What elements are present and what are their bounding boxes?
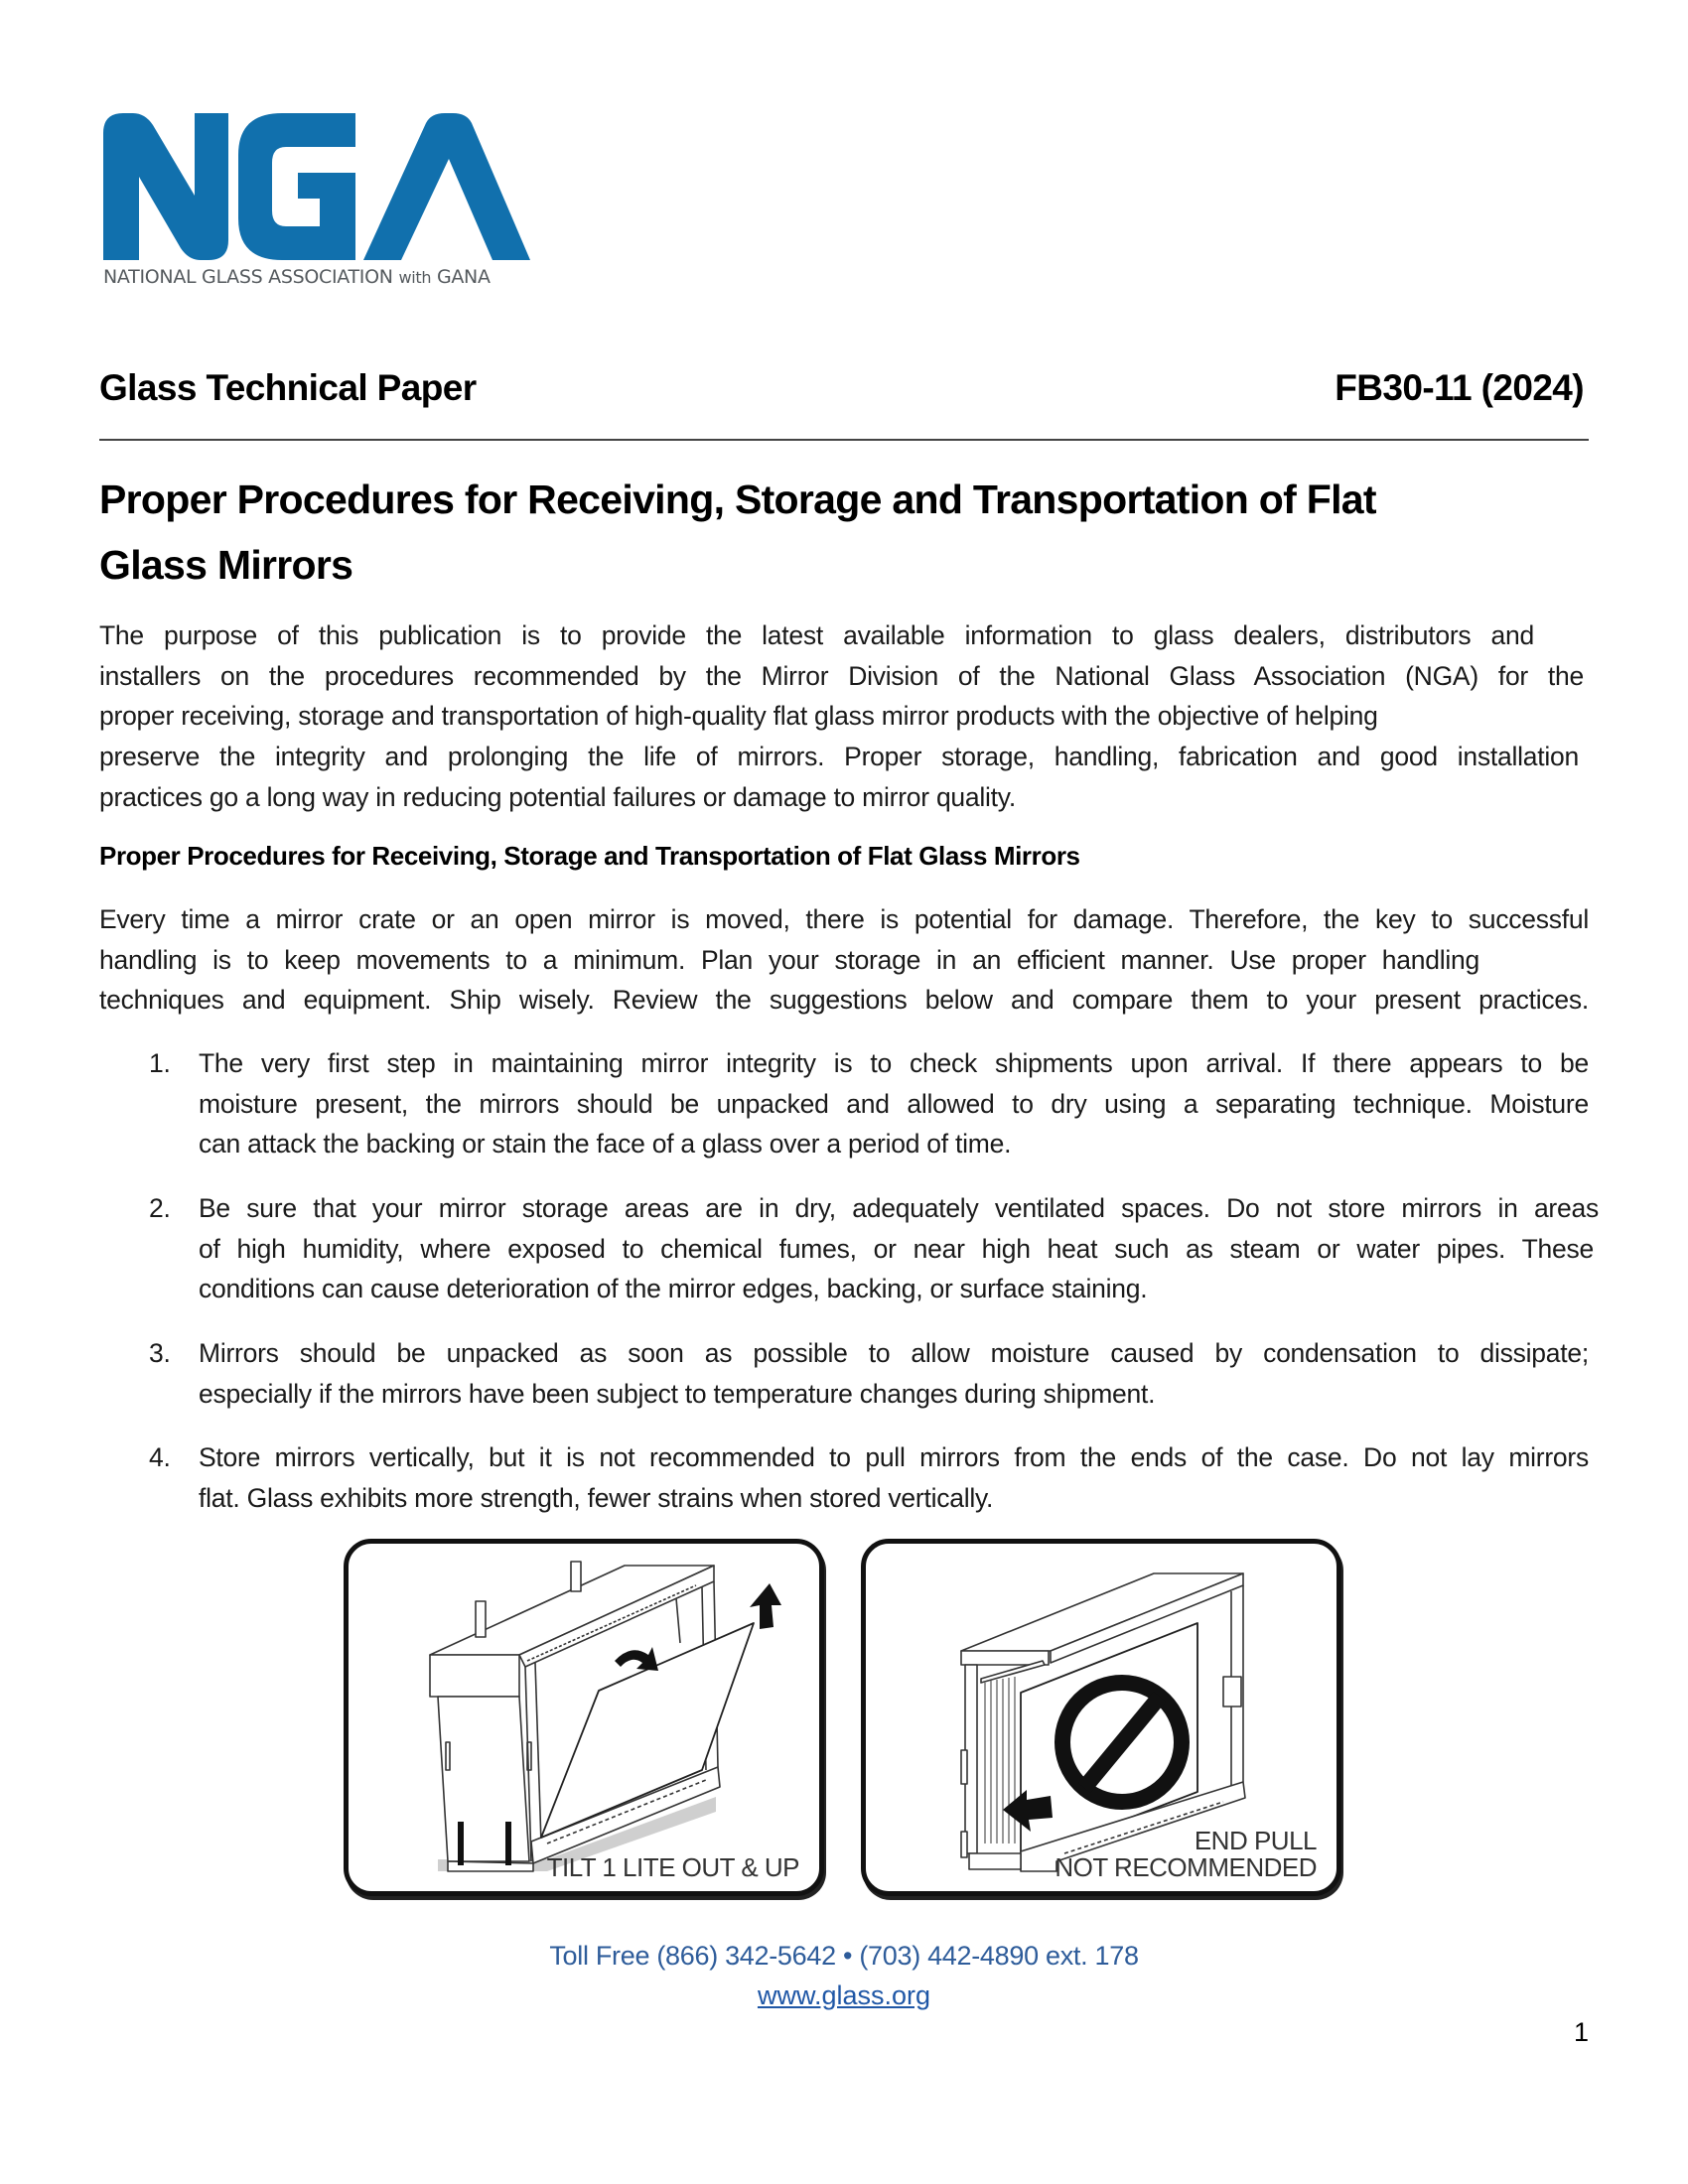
list-item-line: Mirrors should be unpacked as soon as possible to allow moisture caused by condensation to dissipate; — [199, 1338, 1589, 1368]
list-item-text — [199, 1333, 1589, 1414]
section-paragraph-line: Every time a mirror crate or an open mirror is moved, there is potential for damage. Therefore, the key to successful — [99, 904, 1589, 934]
list-item-line: of high humidity, where exposed to chemical fumes, or near high heat such as steam or water pipes. These — [199, 1233, 1594, 1264]
section-paragraph-line: handling is to keep movements to a minimum. Plan your storage in an efficient manner. Use proper handling — [99, 944, 1479, 975]
crate-tilt-out-illustration-icon — [349, 1544, 819, 1891]
figure-caption-line: END PULL — [1194, 1826, 1317, 1855]
page-number: 1 — [1573, 2017, 1589, 2047]
logo-subtitle-with: with — [398, 268, 432, 287]
list-item-text — [199, 1043, 1589, 1164]
logo-letter-a — [363, 113, 530, 260]
figure-tilt-lite-out — [344, 1539, 824, 1896]
intro-line: proper receiving, storage and transportation of high-quality flat glass mirror products with the objective of helping — [99, 701, 1378, 732]
list-item-text — [199, 1188, 1599, 1309]
logo-subtitle-partner: GANA — [436, 266, 491, 288]
intro-paragraph — [99, 615, 1589, 818]
intro-line: practices go a long way in reducing potential failures or damage to mirror quality. — [99, 781, 1016, 812]
figure-caption-line: NOT RECOMMENDED — [1055, 1852, 1317, 1882]
list-item-line: moisture present, the mirrors should be unpacked and allowed to dry using a separating technique. Moisture — [199, 1088, 1589, 1119]
list-item-number: 4. — [149, 1442, 171, 1472]
header-divider — [99, 439, 1589, 441]
intro-line: The purpose of this publication is to provide the latest available information to glass dealers, distributors and — [99, 620, 1534, 650]
figure-caption-line: TILT 1 LITE OUT & UP — [546, 1852, 799, 1882]
logo-subtitle-main: NATIONAL GLASS ASSOCIATION — [103, 266, 393, 288]
document-type-label: Glass Technical Paper — [99, 367, 477, 408]
logo-subtitle — [103, 266, 491, 288]
list-item-number: 1. — [149, 1048, 171, 1078]
nga-logo-mark-icon — [103, 111, 530, 260]
page-title — [99, 467, 1569, 598]
list-item-line: The very first step in maintaining mirror integrity is to check shipments upon arrival. If there appears to be — [199, 1048, 1589, 1078]
figure-caption — [547, 1854, 799, 1881]
figure-end-pull-not-recommended — [861, 1539, 1341, 1896]
intro-line: installers on the procedures recommended by the Mirror Division of the National Glass Association (NGA) for the — [99, 660, 1584, 691]
list-item-number: 2. — [149, 1193, 171, 1223]
list-item-line: can attack the backing or stain the face of a glass over a period of time. — [199, 1129, 1012, 1160]
logo-letter-n — [103, 113, 228, 260]
intro-line: preserve the integrity and prolonging the life of mirrors. Proper storage, handling, fabrication and good installation — [99, 742, 1579, 772]
list-item-line: Store mirrors vertically, but it is not recommended to pull mirrors from the ends of the case. Do not lay mirrors — [199, 1442, 1589, 1472]
page-title-line: Glass Mirrors — [99, 542, 353, 588]
figure-caption — [1055, 1828, 1317, 1881]
list-item-line: flat. Glass exhibits more strength, fewer strains when stored vertically. — [199, 1482, 994, 1513]
list-item-text — [199, 1437, 1589, 1518]
list-item-line: especially if the mirrors have been subject to temperature changes during shipment. — [199, 1378, 1156, 1409]
list-item-line: Be sure that your mirror storage areas are in dry, adequately ventilated spaces. Do not store mirrors in areas — [199, 1193, 1599, 1223]
section-paragraph-line: techniques and equipment. Ship wisely. Review the suggestions below and compare them to your present practices. — [99, 985, 1589, 1016]
footer-contact-phone: Toll Free (866) 342-5642 • (703) 442-4890 ext. 178 — [549, 1941, 1139, 1971]
nga-logo — [103, 111, 530, 290]
footer-website — [0, 1980, 1688, 2011]
list-item-line: conditions can cause deterioration of the mirror edges, backing, or surface staining. — [199, 1274, 1148, 1304]
page-title-line: Proper Procedures for Receiving, Storage and Transportation of Flat — [99, 477, 1376, 522]
section-heading: Proper Procedures for Receiving, Storage and Transportation of Flat Glass Mirrors — [99, 841, 1080, 871]
document-id-label: FB30-11 (2024) — [1335, 367, 1584, 408]
website-link[interactable]: www.glass.org — [757, 1980, 931, 2010]
section-paragraph — [99, 899, 1589, 1021]
list-item-number: 3. — [149, 1338, 171, 1368]
